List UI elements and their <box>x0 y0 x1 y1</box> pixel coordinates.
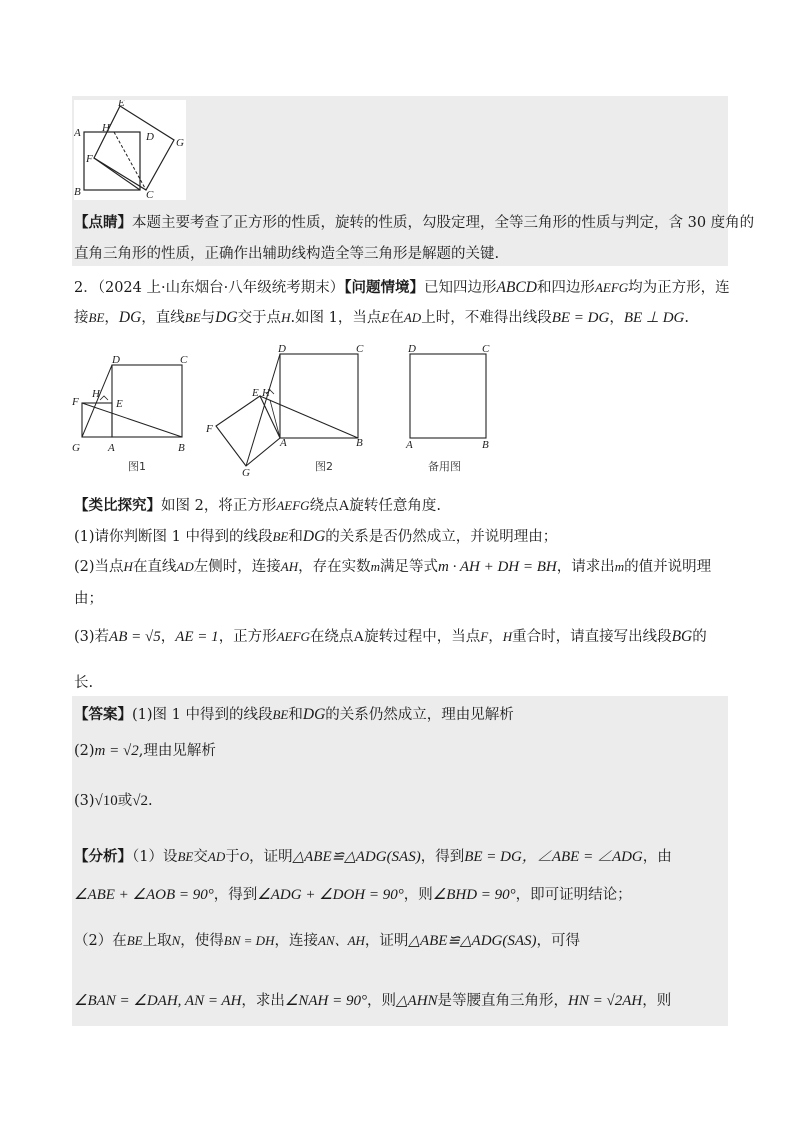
fig1-F: F <box>72 396 79 408</box>
answer-3: (3)√10或√2. <box>74 793 153 809</box>
fig2-G: G <box>242 467 250 479</box>
label-C: C <box>146 189 154 200</box>
fig1-E: E <box>116 398 123 410</box>
problem-line1: 2．（2024 上·山东烟台·八年级统考期末）【问题情境】已知四边形ABCD和四边形AEFG均为正方形，连 <box>74 279 730 296</box>
analysis-line2: ∠ABE + ∠AOB = 90°，得到∠ADG + ∠DOH = 90°，则∠BHD = 90°，即可证明结论； <box>74 887 632 903</box>
fig2-B: B <box>356 437 363 449</box>
label-B: B <box>74 186 81 198</box>
fig2-E: E <box>252 387 259 399</box>
fig1-A: A <box>108 442 115 454</box>
analysis-line1: 【分析】（1）设BE交AD于O，证明△ABE≌△ADG(SAS)，得到BE = DG，∠ABE = ∠ADG，由 <box>74 848 672 865</box>
figure-1 <box>70 355 200 465</box>
question-2-line1: (2)当点H在直线AD左侧时，连接AH，存在实数m满足等式m · AH + DH = BH，请求出m的值并说明理 <box>74 559 712 575</box>
question-1: (1)请你判断图 1 中得到的线段BE和DG的关系是否仍然成立，并说明理由； <box>74 528 558 545</box>
fig3-C: C <box>482 343 490 355</box>
fig3-B: B <box>482 439 489 451</box>
answer-1: 【答案】(1)图 1 中得到的线段BE和DG的关系仍然成立，理由见解析 <box>74 706 514 723</box>
fig1-B: B <box>178 442 185 454</box>
problem-line2: 接BE，DG，直线BE与DG交于点H.如图 1，当点E在AD上时，不难得出线段BE = DG，BE ⊥ DG. <box>74 309 689 326</box>
fig1-D: D <box>112 355 120 366</box>
fig3-A: A <box>406 439 413 451</box>
label-D: D <box>146 131 154 143</box>
figure-2-caption: 图2 <box>315 460 333 473</box>
fig1-G: G <box>72 442 80 454</box>
fig2-D: D <box>278 343 286 355</box>
figure-2 <box>202 340 372 480</box>
fig2-F: F <box>206 423 213 435</box>
analysis-line4: ∠BAN = ∠DAH, AN = AH，求出∠NAH = 90°，则△AHN是等腰直角三角形，HN = √2AH，则 <box>74 993 672 1009</box>
fig2-C: C <box>356 343 364 355</box>
label-H: H <box>102 122 110 134</box>
label-E: E <box>118 100 125 109</box>
fig2-A: A <box>280 437 287 449</box>
dianjing-line2: 直角三角形的性质，正确作出辅助线构造全等三角形是解题的关键. <box>74 246 500 262</box>
label-G: G <box>176 137 184 149</box>
top-figure <box>74 100 186 200</box>
leibi-line: 【类比探究】如图 2，将正方形AEFG绕点A旋转任意角度. <box>74 497 442 514</box>
fig3-D: D <box>408 343 416 355</box>
answer-2: (2)m = √2,理由见解析 <box>74 743 216 759</box>
figure-backup <box>398 342 498 452</box>
question-3-line2: 长. <box>74 675 94 691</box>
analysis-line3: （2）在BE上取N，使得BN = DH，连接AN、AH，证明△ABE≌△ADG(SAS)，可得 <box>74 933 581 949</box>
label-F: F <box>86 153 93 165</box>
label-A: A <box>74 127 81 139</box>
question-2-line2: 由； <box>74 591 103 607</box>
fig2-H: H <box>262 387 270 399</box>
question-3-line1: (3)若AB = √5，AE = 1，正方形AEFG在绕点A旋转过程中，当点F，H重合时，请直接写出线段BG的 <box>74 628 707 645</box>
figure-backup-caption: 备用图 <box>428 460 461 473</box>
dianjing-line1: 【点睛】本题主要考查了正方形的性质，旋转的性质，勾股定理，全等三角形的性质与判定，含 30 度角的 <box>74 214 755 231</box>
fig1-C: C <box>180 355 188 366</box>
figure-1-caption: 图1 <box>128 460 146 473</box>
fig1-H: H <box>92 388 100 400</box>
